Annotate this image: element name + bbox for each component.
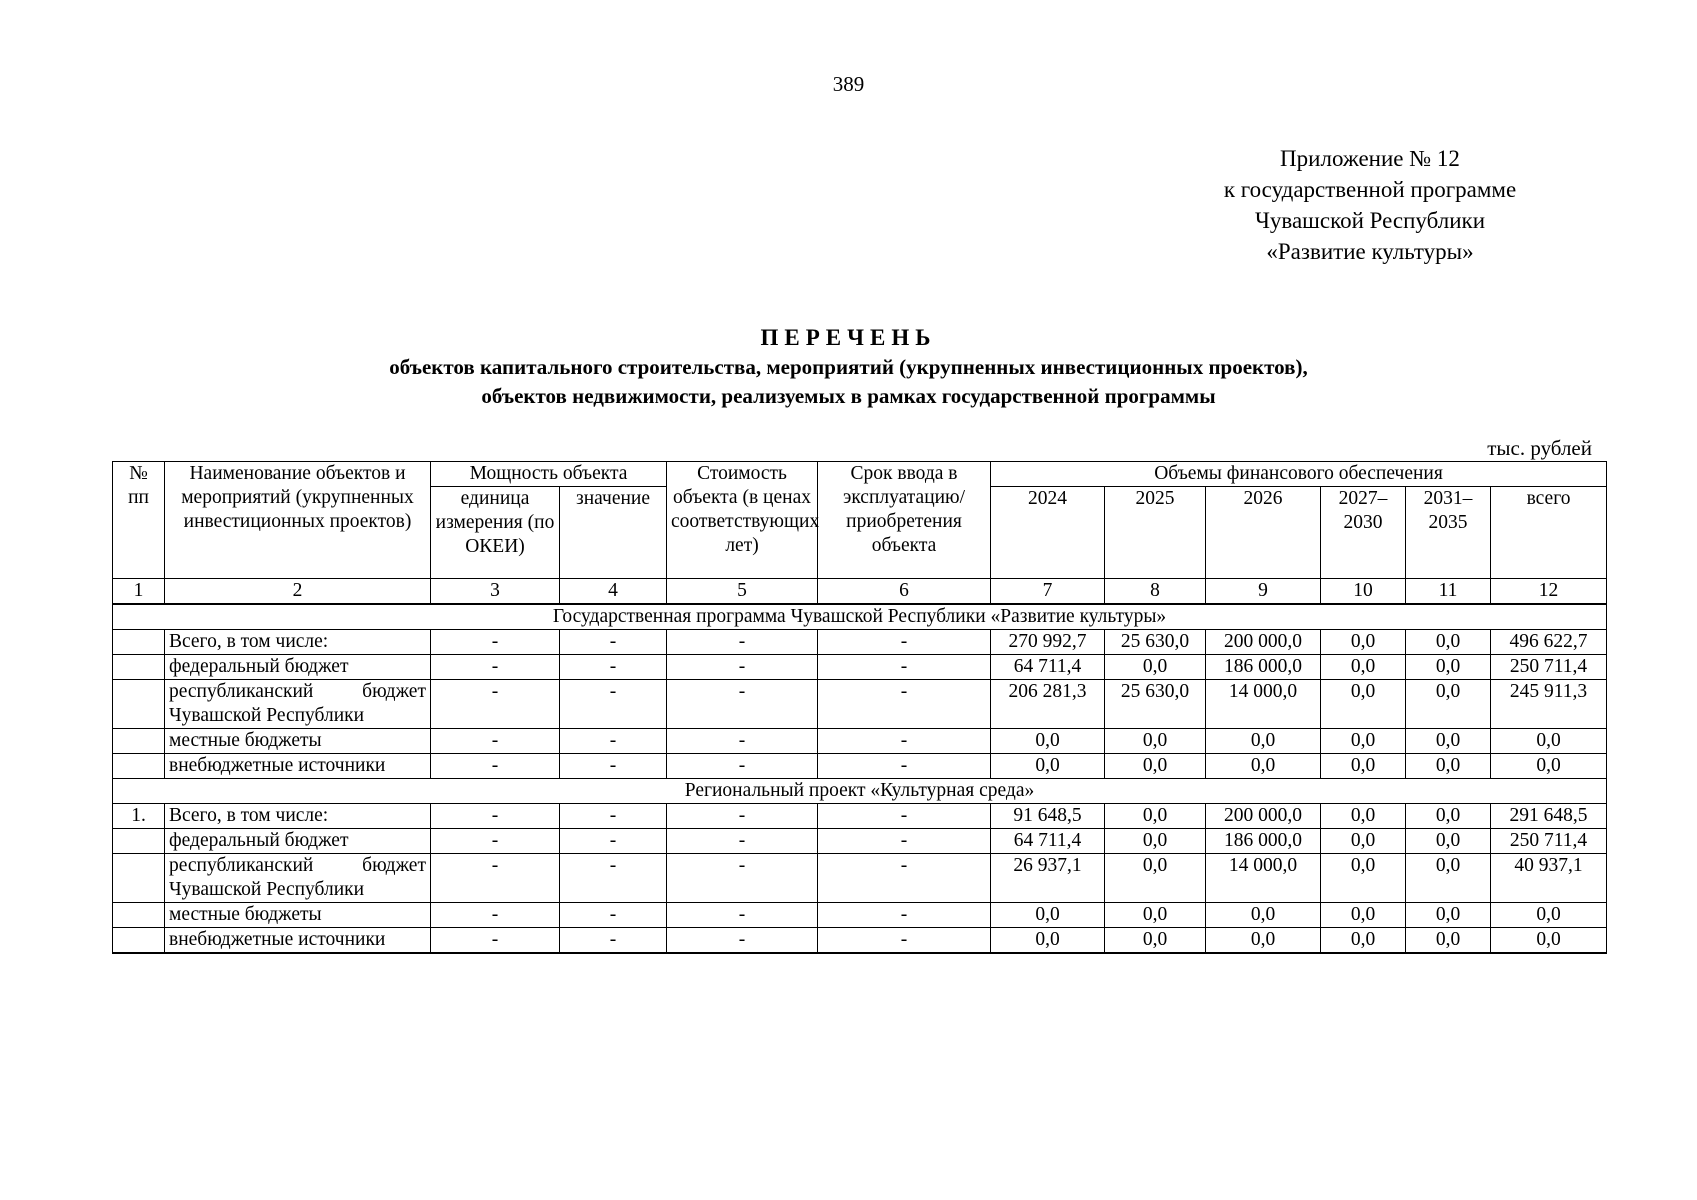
- row-value: -: [560, 829, 667, 854]
- row-2024: 0,0: [991, 903, 1105, 928]
- row-2024: 270 992,7: [991, 630, 1105, 655]
- row-term: -: [818, 754, 991, 779]
- row-2026: 200 000,0: [1206, 630, 1321, 655]
- row-2024: 64 711,4: [991, 829, 1105, 854]
- row-2027-2030: 0,0: [1321, 729, 1406, 754]
- column-number: 4: [560, 579, 667, 605]
- section-title: Региональный проект «Культурная среда»: [113, 779, 1607, 804]
- row-name: внебюджетные источники: [165, 754, 431, 779]
- row-term: -: [818, 854, 991, 903]
- row-2025: 0,0: [1105, 655, 1206, 680]
- row-total: 496 622,7: [1491, 630, 1607, 655]
- row-total: 0,0: [1491, 903, 1607, 928]
- section-row: [113, 604, 1607, 630]
- row-cost: -: [667, 829, 818, 854]
- table-row: [113, 729, 1607, 754]
- section-title: Государственная программа Чувашской Республики «Развитие культуры»: [113, 604, 1607, 630]
- row-term: -: [818, 903, 991, 928]
- column-number: 6: [818, 579, 991, 605]
- document-subtitle: объектов недвижимости, реализуемых в рамках государственной программы: [481, 384, 1216, 408]
- row-2027-2030: 0,0: [1321, 804, 1406, 829]
- appendix-line: Приложение № 12: [1280, 146, 1460, 171]
- row-2024: 64 711,4: [991, 655, 1105, 680]
- row-cost: -: [667, 630, 818, 655]
- row-unit: -: [431, 903, 560, 928]
- row-number: [113, 680, 165, 729]
- row-value: -: [560, 903, 667, 928]
- header-value: значение: [560, 487, 667, 579]
- table-row: [113, 655, 1607, 680]
- row-cost: -: [667, 928, 818, 954]
- units-label: тыс. рублей: [1487, 436, 1592, 460]
- header-year-2024: 2024: [991, 487, 1105, 579]
- row-2027-2030: 0,0: [1321, 928, 1406, 954]
- page-number: 389: [832, 72, 865, 96]
- row-name: республиканский бюджет Чувашской Республики: [165, 680, 431, 729]
- row-2025: 0,0: [1105, 903, 1206, 928]
- row-2026: 0,0: [1206, 754, 1321, 779]
- column-number-row: [113, 579, 1607, 605]
- column-number: 10: [1321, 579, 1406, 605]
- row-2026: 0,0: [1206, 729, 1321, 754]
- row-2025: 0,0: [1105, 754, 1206, 779]
- row-2026: 186 000,0: [1206, 655, 1321, 680]
- row-term: -: [818, 729, 991, 754]
- row-cost: -: [667, 754, 818, 779]
- column-number: 12: [1491, 579, 1607, 605]
- document-title-block: [0, 323, 1697, 411]
- section-row: [113, 779, 1607, 804]
- row-cost: -: [667, 655, 818, 680]
- row-name: Всего, в том числе:: [165, 630, 431, 655]
- row-2025: 0,0: [1105, 854, 1206, 903]
- row-2031-2035: 0,0: [1406, 754, 1491, 779]
- row-name: внебюджетные источники: [165, 928, 431, 954]
- row-term: -: [818, 680, 991, 729]
- row-2024: 91 648,5: [991, 804, 1105, 829]
- row-value: -: [560, 854, 667, 903]
- row-2031-2035: 0,0: [1406, 829, 1491, 854]
- row-term: -: [818, 630, 991, 655]
- row-number: [113, 655, 165, 680]
- appendix-line: к государственной программе: [1223, 177, 1517, 202]
- table-row: [113, 804, 1607, 829]
- row-2026: 0,0: [1206, 903, 1321, 928]
- funding-table: [112, 461, 1607, 954]
- row-value: -: [560, 754, 667, 779]
- row-number: 1.: [113, 804, 165, 829]
- table-row: [113, 928, 1607, 954]
- row-total: 291 648,5: [1491, 804, 1607, 829]
- row-term: -: [818, 829, 991, 854]
- column-number: 7: [991, 579, 1105, 605]
- row-value: -: [560, 928, 667, 954]
- row-unit: -: [431, 829, 560, 854]
- row-value: -: [560, 630, 667, 655]
- appendix-line: Чувашской Республики: [1254, 208, 1486, 233]
- column-number: 3: [431, 579, 560, 605]
- row-total: 40 937,1: [1491, 854, 1607, 903]
- table-row: [113, 680, 1607, 729]
- row-total: 0,0: [1491, 928, 1607, 954]
- column-number: 1: [113, 579, 165, 605]
- column-number: 11: [1406, 579, 1491, 605]
- header-name: Наименование объектов и мероприятий (укрупненных инвестиционных проектов): [165, 462, 431, 579]
- appendix-note: [1170, 143, 1570, 267]
- table-row: [113, 854, 1607, 903]
- row-name: федеральный бюджет: [165, 829, 431, 854]
- row-unit: -: [431, 655, 560, 680]
- row-unit: -: [431, 630, 560, 655]
- row-2026: 14 000,0: [1206, 854, 1321, 903]
- row-2025: 0,0: [1105, 928, 1206, 954]
- row-2026: 14 000,0: [1206, 680, 1321, 729]
- row-term: -: [818, 655, 991, 680]
- row-2027-2030: 0,0: [1321, 680, 1406, 729]
- header-funding: Объемы финансового обеспечения: [991, 462, 1607, 487]
- header-total: всего: [1491, 487, 1607, 579]
- row-number: [113, 928, 165, 954]
- row-unit: -: [431, 754, 560, 779]
- row-2026: 186 000,0: [1206, 829, 1321, 854]
- table-row: [113, 829, 1607, 854]
- row-total: 0,0: [1491, 754, 1607, 779]
- row-2025: 0,0: [1105, 729, 1206, 754]
- row-name: местные бюджеты: [165, 903, 431, 928]
- row-term: -: [818, 928, 991, 954]
- row-unit: -: [431, 729, 560, 754]
- row-2024: 0,0: [991, 729, 1105, 754]
- header-year-2026: 2026: [1206, 487, 1321, 579]
- row-total: 250 711,4: [1491, 655, 1607, 680]
- row-name: республиканский бюджет Чувашской Республики: [165, 854, 431, 903]
- row-2025: 0,0: [1105, 804, 1206, 829]
- row-2031-2035: 0,0: [1406, 729, 1491, 754]
- row-unit: -: [431, 804, 560, 829]
- row-2026: 0,0: [1206, 928, 1321, 954]
- row-cost: -: [667, 854, 818, 903]
- row-value: -: [560, 655, 667, 680]
- row-name: Всего, в том числе:: [165, 804, 431, 829]
- row-2027-2030: 0,0: [1321, 630, 1406, 655]
- row-2031-2035: 0,0: [1406, 655, 1491, 680]
- header-year-2025: 2025: [1105, 487, 1206, 579]
- row-total: 250 711,4: [1491, 829, 1607, 854]
- table-row: [113, 903, 1607, 928]
- row-2031-2035: 0,0: [1406, 680, 1491, 729]
- header-years-2031-2035: 2031–2035: [1406, 487, 1491, 579]
- row-cost: -: [667, 729, 818, 754]
- row-2031-2035: 0,0: [1406, 928, 1491, 954]
- row-number: [113, 903, 165, 928]
- row-2025: 25 630,0: [1105, 680, 1206, 729]
- row-2024: 0,0: [991, 754, 1105, 779]
- row-2027-2030: 0,0: [1321, 754, 1406, 779]
- row-2027-2030: 0,0: [1321, 829, 1406, 854]
- row-number: [113, 729, 165, 754]
- row-2031-2035: 0,0: [1406, 804, 1491, 829]
- row-name: федеральный бюджет: [165, 655, 431, 680]
- row-unit: -: [431, 854, 560, 903]
- row-total: 0,0: [1491, 729, 1607, 754]
- row-2031-2035: 0,0: [1406, 854, 1491, 903]
- document-title: ПЕРЕЧЕНЬ: [760, 325, 937, 350]
- row-2027-2030: 0,0: [1321, 655, 1406, 680]
- header-row: [113, 462, 1607, 487]
- row-value: -: [560, 729, 667, 754]
- header-years-2027-2030: 2027–2030: [1321, 487, 1406, 579]
- row-2024: 26 937,1: [991, 854, 1105, 903]
- row-value: -: [560, 680, 667, 729]
- appendix-line: «Развитие культуры»: [1266, 239, 1474, 264]
- row-2027-2030: 0,0: [1321, 854, 1406, 903]
- row-number: [113, 630, 165, 655]
- row-number: [113, 854, 165, 903]
- header-term: Срок ввода в эксплуатацию/приобретения объекта: [818, 462, 991, 579]
- row-2024: 0,0: [991, 928, 1105, 954]
- row-value: -: [560, 804, 667, 829]
- document-subtitle: объектов капитального строительства, мероприятий (укрупненных инвестиционных проектов),: [389, 355, 1308, 379]
- row-name: местные бюджеты: [165, 729, 431, 754]
- column-number: 2: [165, 579, 431, 605]
- column-number: 8: [1105, 579, 1206, 605]
- row-2025: 0,0: [1105, 829, 1206, 854]
- row-cost: -: [667, 804, 818, 829]
- row-total: 245 911,3: [1491, 680, 1607, 729]
- table-row: [113, 754, 1607, 779]
- column-number: 5: [667, 579, 818, 605]
- row-number: [113, 829, 165, 854]
- row-unit: -: [431, 680, 560, 729]
- row-2026: 200 000,0: [1206, 804, 1321, 829]
- header-cost: Стоимость объекта (в ценах соответствующих лет): [667, 462, 818, 579]
- row-cost: -: [667, 680, 818, 729]
- row-2031-2035: 0,0: [1406, 903, 1491, 928]
- row-2024: 206 281,3: [991, 680, 1105, 729]
- row-number: [113, 754, 165, 779]
- header-unit: единица измерения (по ОКЕИ): [431, 487, 560, 579]
- row-cost: -: [667, 903, 818, 928]
- row-unit: -: [431, 928, 560, 954]
- row-2025: 25 630,0: [1105, 630, 1206, 655]
- header-num: № пп: [113, 462, 165, 579]
- column-number: 9: [1206, 579, 1321, 605]
- header-capacity: Мощность объекта: [431, 462, 667, 487]
- row-2027-2030: 0,0: [1321, 903, 1406, 928]
- row-term: -: [818, 804, 991, 829]
- table-row: [113, 630, 1607, 655]
- row-2031-2035: 0,0: [1406, 630, 1491, 655]
